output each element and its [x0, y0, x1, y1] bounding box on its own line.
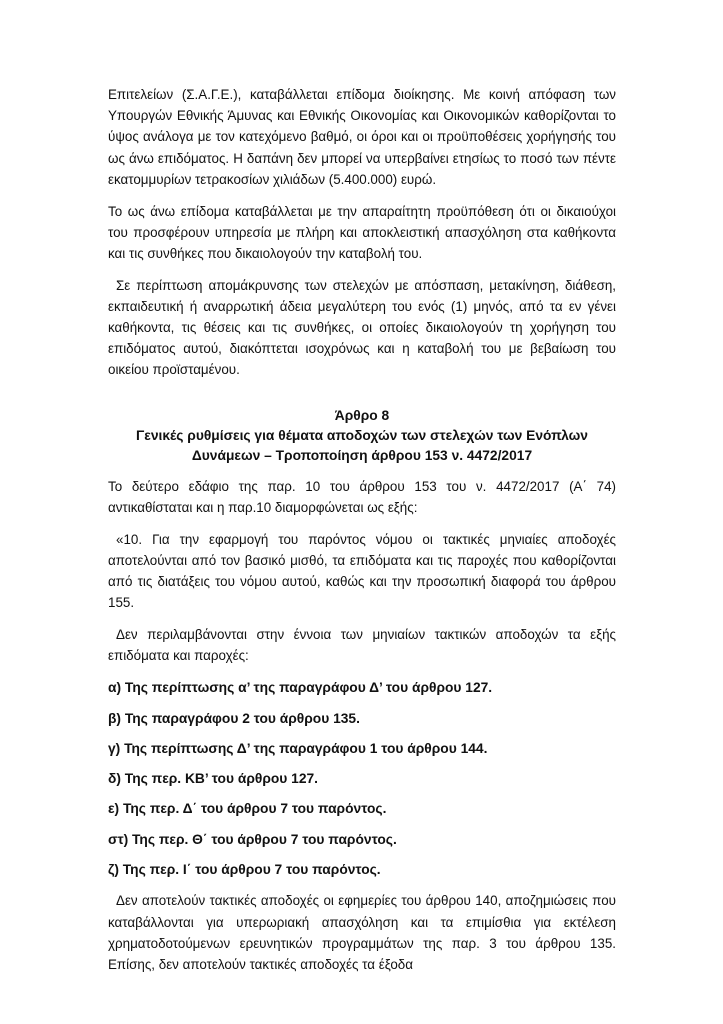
- document-body: [108, 84, 616, 986]
- list-item: β) Της παραγράφου 2 του άρθρου 135.: [108, 710, 360, 726]
- paragraph-allowance-suspension: Σε περίπτωση απομάκρυνσης των στελεχών με απόσπαση, μετακίνηση, διάθεση, εκπαιδευτική ή αναρρωτική άδεια μεγαλύτερη του ενός (1) μηνός, από τα εν γένει καθήκοντα, τις θέσεις και τις συνθήκες, οι οποίες δικαιολογούν τη χορήγηση του επιδόματος αυτού, διακόπτεται ισοχρόνως και η καταβολή του με βεβαίωση του οικείου προϊσταμένου.: [108, 277, 616, 378]
- paragraph-admin-allowance: Επιτελείων (Σ.Α.Γ.Ε.), καταβάλλεται επίδομα διοίκησης. Με κοινή απόφαση των Υπουργών Εθνικής Άμυνας και Εθνικής Οικονομίας και Οικονομικών καθορίζονται το ύψος ανάλογα με τον κατεχόμενο βαθμό, οι όροι και οι προϋποθέσεις χορήγησής του ως άνω επιδόματος. Η δαπάνη δεν μπορεί να υπερβαίνει ετησίως το ποσό των πέντε εκατομμυρίων τετρακοσίων χιλιάδων (5.400.000) ευρώ.: [108, 87, 616, 187]
- article-title-line-2: Δυνάμεων – Τροποποίηση άρθρου 153 ν. 4472/2017: [191, 447, 533, 463]
- excluded-allowances-list: [108, 678, 616, 880]
- list-item: α) Της περίπτωσης α’ της παραγράφου Δ’ του άρθρου 127.: [108, 680, 493, 696]
- list-item: δ) Της περ. ΚΒ’ του άρθρου 127.: [108, 771, 318, 787]
- paragraph-allowance-condition: Το ως άνω επίδομα καταβάλλεται με την απαραίτητη προϋπόθεση ότι οι δικαιούχοι του προσφέρουν υπηρεσία με πλήρη και αποκλειστική απασχόληση στα καθήκοντα και τις συνθήκες που δικαιολογούν την καταβολή του.: [108, 203, 616, 261]
- article-number: Άρθρο 8: [334, 407, 390, 423]
- article-title-line-1: Γενικές ρυθμίσεις για θέματα αποδοχών των στελεχών των Ενόπλων: [136, 427, 588, 443]
- list-item: ε) Της περ. Δ΄ του άρθρου 7 του παρόντος.: [108, 801, 387, 817]
- list-item: γ) Της περίπτωσης Δ’ της παραγράφου 1 του άρθρου 144.: [108, 740, 488, 756]
- list-item: ζ) Της περ. Ι΄ του άρθρου 7 του παρόντος.: [108, 862, 381, 878]
- paragraph-amendment-intro: Το δεύτερο εδάφιο της παρ. 10 του άρθρου 153 του ν. 4472/2017 (Α΄ 74) αντικαθίσταται και η παρ.10 διαμορφώνεται ως εξής:: [108, 478, 616, 515]
- list-item: στ) Της περ. Θ΄ του άρθρου 7 του παρόντος.: [108, 831, 397, 847]
- article-heading: [108, 406, 616, 466]
- paragraph-regular-pay-definition: «10. Για την εφαρμογή του παρόντος νόμου οι τακτικές μηνιαίες αποδοχές αποτελούνται από τον βασικό μισθό, τα επιδόματα και τις παροχές που καθορίζονται από τις διατάξεις του νόμου αυτού, καθώς και την προσωπική διαφορά του άρθρου 155.: [108, 531, 616, 611]
- paragraph-non-regular-pay: Δεν αποτελούν τακτικές αποδοχές οι εφημερίες του άρθρου 140, αποζημιώσεις που καταβάλλονται για υπερωριακή απασχόληση και τα επιμίσθια για εκτέλεση χρηματοδοτούμενων ερευνητικών προγραμμάτων της παρ. 3 του άρθρου 135. Επίσης, δεν αποτελούν τακτικές αποδοχές τα έξοδα: [108, 893, 616, 972]
- paragraph-excluded-allowances-intro: Δεν περιλαμβάνονται στην έννοια των μηνιαίων τακτικών αποδοχών τα εξής επιδόματα και παροχές:: [108, 626, 616, 664]
